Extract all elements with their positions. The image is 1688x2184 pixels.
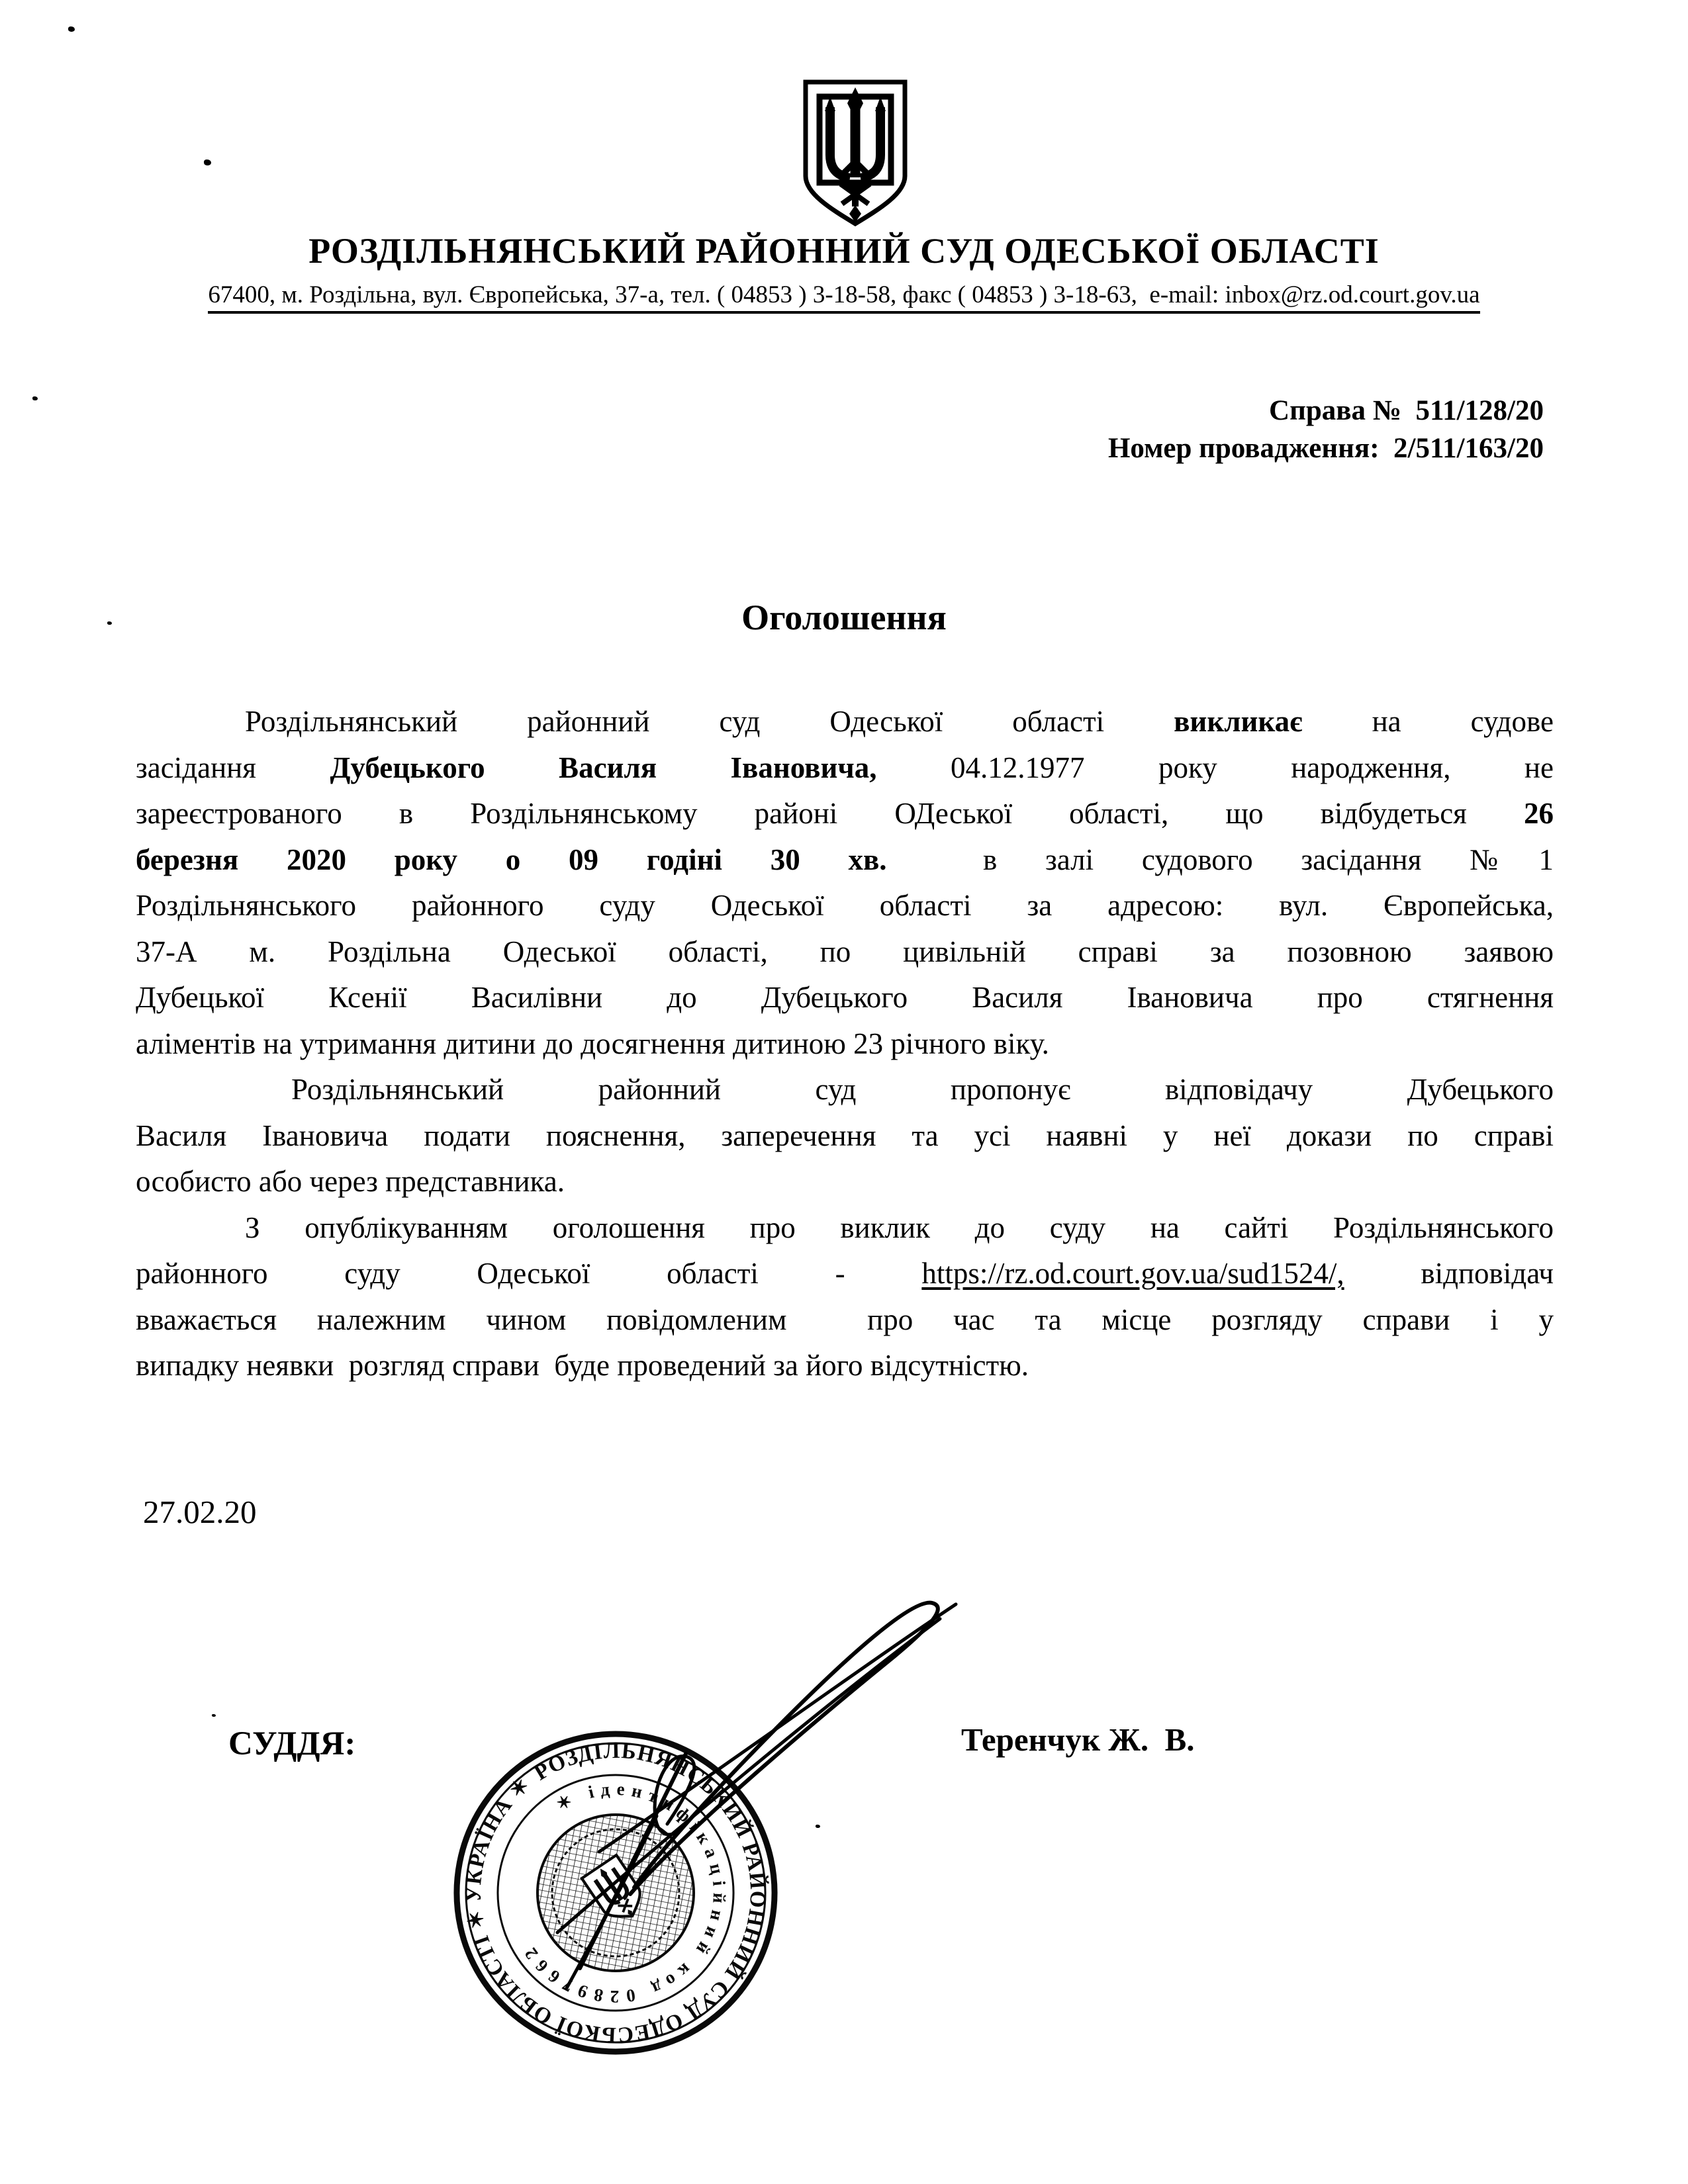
body-line: Роздільнянський районний суд пропонує відповідачу Дубецького <box>291 1073 1554 1106</box>
body-line: засідання Дубецького Василя Івановича, 04.12.1977 року народження, не <box>136 751 1554 784</box>
body-line: З опублікуванням оголошення про виклик до суду на сайті Роздільнянського <box>245 1210 1554 1244</box>
body-line: аліментів на утримання дитини до досягнення дитиною 23 річного віку. <box>136 1026 1049 1060</box>
body-line: 37-А м. Роздільна Одеської області, по цивільній справі за позовною заявою <box>136 934 1554 968</box>
scan-speck <box>204 159 211 165</box>
court-name-heading: РОЗДІЛЬНЯНСЬКИЙ РАЙОННИЙ СУД ОДЕСЬКОЇ ОБЛАСТІ <box>308 231 1380 271</box>
judge-signature-icon <box>397 1542 1059 2071</box>
body-line: районного суду Одеської області - https://rz.od.court.gov.ua/sud1524/, відповідач <box>136 1257 1554 1290</box>
document-title: Оголошення <box>741 598 947 637</box>
body-line: зареєстрованого в Роздільнянському районі ОДеської області, що відбудеться 26 <box>136 797 1554 830</box>
body-line: Василя Івановича подати пояснення, заперечення та усі наявні у неї докази по справі <box>136 1118 1554 1152</box>
case-info-block <box>1108 392 1544 467</box>
svg-text:РОЗДІЛЬНЯНСЬКИЙ РАЙОННИЙ СУД О: РОЗДІЛЬНЯНСЬКИЙ РАЙОННИЙ СУД ОДЕСЬКОЇ ОБЛАСТІ ✶ УКРАЇНА ✶ <box>461 1739 770 2047</box>
court-site-url: https://rz.od.court.gov.ua/sud1524/, <box>921 1257 1344 1290</box>
court-address-row <box>0 281 1688 314</box>
body-line: Роздільнянського районного суду Одеської області за адресою: вул. Європейська, <box>136 889 1554 922</box>
svg-text:✶ ідентифікаційний код 0289766: ✶ ідентифікаційний код 02897662 <box>520 1778 730 2007</box>
scan-speck <box>212 1714 216 1717</box>
body-line: особисто або через представника. <box>136 1165 565 1198</box>
body-line: Роздільнянський районний суд Одеської області викликає на судове <box>245 705 1554 738</box>
court-address-line: 67400, м. Роздільна, вул. Європейська, 37-а, тел. ( 04853 ) 3-18-58, факс ( 04853 ) 3-18-63, e-mail: inbox@rz.od.court.gov.ua <box>208 281 1479 314</box>
judge-label: СУДДЯ: <box>228 1725 356 1762</box>
scan-speck <box>68 26 75 32</box>
document-date: 27.02.20 <box>143 1494 257 1530</box>
proceeding-number: Номер провадження: 2/511/163/20 <box>1107 433 1544 464</box>
body-line: Дубецької Ксенії Василівни до Дубецького Василя Івановича про стягнення <box>136 981 1554 1014</box>
announcement-body <box>136 699 1554 1389</box>
scan-speck <box>816 1825 820 1828</box>
case-number: Справа № 511/128/20 <box>1269 395 1544 426</box>
body-line: випадку неявки розгляд справи буде проведений за його відсутністю. <box>136 1349 1029 1382</box>
scan-speck <box>32 396 38 400</box>
scan-speck <box>107 621 112 625</box>
body-line: березня 2020 року о 09 годіні 30 хв. в залі судового засідання №1 <box>136 842 1554 876</box>
judge-name: Теренчук Ж. В. <box>961 1721 1195 1758</box>
ukraine-trident-icon <box>800 77 911 232</box>
body-line: вважається належним чином повідомленим про час та місце розгляду справи і у <box>136 1302 1554 1336</box>
